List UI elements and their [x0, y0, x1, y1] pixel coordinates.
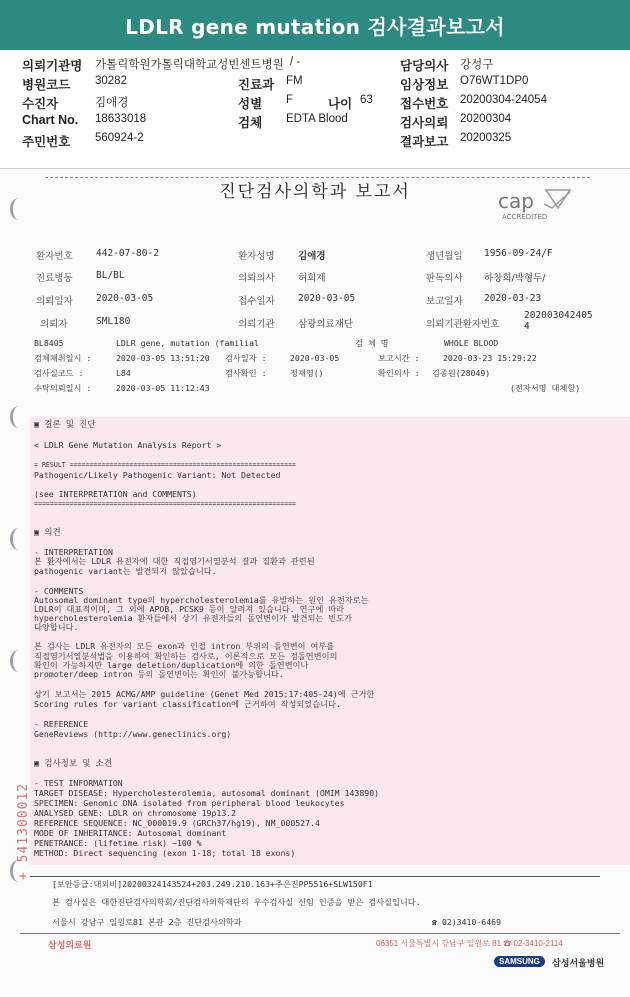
- ward: BL/BL: [96, 270, 125, 281]
- comment-line: 본 검사는 LDLR 유전자의 모든 exon과 인접 intron 부위의 돌연변이 여부를: [34, 641, 335, 651]
- report-title: 진단검사의학과 보고서: [219, 182, 411, 202]
- header-key: 접수번호: [400, 97, 449, 111]
- reference-head: - REFERENCE: [34, 719, 89, 729]
- header-key: 임상정보: [400, 78, 449, 92]
- header-row: [0, 94, 630, 113]
- interpretation-line: 본 환자에서는 LDLR 유전자에 대한 직접염기서열분석 결과 질환과 관련된: [34, 556, 315, 566]
- punch-hole: [10, 650, 27, 672]
- header-value: F: [286, 94, 294, 106]
- comments-head: - COMMENTS: [34, 586, 84, 596]
- cap-accredited-logo: [494, 186, 574, 222]
- bottom-address: 06351 서울특별시 강남구 일원로 81 ☎ 02-3410-2114: [376, 939, 563, 948]
- header-value: 63: [360, 94, 373, 106]
- collect-time: 2020-03-05 13:51:20: [116, 353, 210, 363]
- interpretation-line: pathogenic variant는 발견되지 않았습니다.: [34, 566, 217, 576]
- comment-line: 직접염기서열분석법을 이용하여 확인하는 검사로, 이론적으로 모든 점돌연변이의: [34, 651, 338, 661]
- header-value: 김애경: [95, 97, 129, 109]
- logo-text: cap: [498, 189, 534, 213]
- header-value: 30282: [95, 75, 127, 87]
- patient-name: 김애경: [298, 251, 326, 262]
- receipt-time: 2020-03-05 11:12:43: [116, 383, 210, 393]
- info-line: ANALYSED GENE: LDLR on chromosome 19p13.2: [34, 808, 237, 818]
- patient-name-label: 환자성명: [238, 251, 275, 262]
- opinion-heading: ▣ 의견: [34, 528, 61, 538]
- print-info: [보안등급:대외비]20200324143524+203.249.210.163+주은진PP5516+SLW150F1: [52, 879, 373, 889]
- info-line: METHOD: Direct sequencing (exon 1-18; total 18 exons): [34, 848, 296, 858]
- reader-label: 판독의사: [426, 273, 463, 284]
- hospital-name: 삼성서울병원: [552, 958, 605, 968]
- test-date: 2020-03-05: [290, 353, 340, 363]
- request-date: 2020-03-05: [96, 293, 154, 304]
- header-value: 560924-2: [95, 132, 144, 144]
- header-row: [0, 75, 630, 94]
- info-line: REFERENCE SEQUENCE: NC_000019.9 (GRCh37/hg19), NM_000527.4: [34, 818, 320, 828]
- header-row: [0, 132, 630, 151]
- header-value: O76WT1DP0: [460, 75, 529, 87]
- comment-line: LDLR이 대표적이며, 그 외에 APOB, PCSK9 등이 알려져 있습니다. 연구에 따라: [34, 604, 345, 614]
- samsung-logo: SAMSUNG: [494, 956, 545, 967]
- receive-date: 2020-03-05: [298, 293, 356, 304]
- doctor: 허희제: [298, 273, 326, 284]
- header-key: Chart No.: [22, 113, 79, 127]
- info-line: MODE OF INHERITANCE: Autosomal dominant: [34, 828, 227, 838]
- comment-line: Scoring rules for variant classification에 근거하여 작성되었습니다.: [34, 699, 341, 709]
- header-value: 18633018: [95, 113, 147, 125]
- doctor-label: 의뢰의사: [238, 273, 275, 284]
- header-key: 결과보고: [400, 135, 449, 149]
- e-sign-note: (전자서명 대체함): [510, 383, 581, 393]
- header-key: 검사의뢰: [400, 116, 449, 130]
- confirm-doctor-label: 확인의사 :: [378, 368, 420, 378]
- lab-code-label: 검사실코드 :: [34, 368, 84, 378]
- header-value: 20200325: [460, 132, 512, 144]
- patient-no: 442-07-80-2: [96, 248, 159, 259]
- header-value: 가톨릭학원가톨릭대학교성빈센트병원: [95, 59, 284, 71]
- reader: 하창희/박형두/: [484, 273, 546, 284]
- confirm-label: 검사확인 :: [225, 368, 267, 378]
- report-date: 2020-03-23: [484, 293, 542, 304]
- info-line: TARGET DISEASE: Hypercholesterolemia, autosomal dominant (OMIM 143890): [34, 788, 380, 798]
- header-key: 진료과: [238, 78, 275, 92]
- dept-label: 의뢰자: [40, 319, 68, 330]
- receipt-label: 수탁의뢰일시 :: [34, 383, 92, 393]
- test-name: LDLR gene, mutation (familial: [116, 338, 259, 348]
- bottom-rule: [20, 933, 620, 934]
- lab-code: L84: [116, 368, 131, 378]
- report-date-label: 보고일자: [426, 296, 463, 307]
- header-key: 병원코드: [22, 78, 71, 92]
- comment-line: 확인이 가능하지만 large deletion/duplication에 의한 돌연변이나: [34, 660, 309, 670]
- institution-label: 의뢰기관: [238, 319, 275, 330]
- header-key: 의뢰기관명: [22, 59, 83, 73]
- ward-label: 진료병동: [36, 273, 73, 284]
- lab-phone: ☎ 02)3410-6469: [432, 917, 502, 927]
- banner-title: LDLR gene mutation 검사결과보고서: [125, 14, 505, 39]
- logo-sub: ACCREDITED: [502, 213, 548, 221]
- receive-date-label: 접수일자: [238, 296, 275, 307]
- info-heading: ▣ 검사정보 및 소견: [34, 759, 112, 769]
- comment-line: promoter/deep intron 등의 돌연변이는 확인이 불가능합니다.: [34, 669, 284, 679]
- dob-label: 생년월일: [426, 251, 463, 262]
- result-heading: ▣ 결론 및 진단: [34, 420, 96, 430]
- header-value: EDTA Blood: [286, 113, 348, 125]
- confirm-doctor: 김종원(28049): [432, 368, 491, 378]
- interpretation-head: - INTERPRETATION: [34, 547, 113, 557]
- comment-line: Autosomal dominant type의 hypercholesterolemia를 유발하는 원인 유전자로는: [34, 595, 369, 605]
- specimen-label: 검 체 명: [355, 338, 389, 348]
- header-key: 주민번호: [22, 135, 71, 149]
- dept: SML180: [96, 316, 131, 327]
- lab-address: 서울시 강남구 일원로81 본관 2층 진단검사의학과: [52, 917, 242, 927]
- header-key: 검체: [238, 116, 263, 130]
- report-time-label: 보고시간 :: [378, 353, 420, 363]
- inst-patient-no-label: 의뢰기관환자번호: [426, 319, 500, 330]
- report-name: < LDLR Gene Mutation Analysis Report >: [34, 440, 222, 450]
- summary-header: [0, 52, 630, 170]
- punch-hole: [10, 528, 27, 550]
- punch-hole: [10, 198, 27, 220]
- info-line: - TEST INFORMATION: [34, 778, 123, 788]
- footer-rule: [30, 876, 600, 877]
- header-key: 나이: [328, 97, 353, 111]
- header-divider: [0, 168, 630, 169]
- info-line: SPECIMEN: Genomic DNA isolated from peripheral blood leukocytes: [34, 798, 345, 808]
- punch-hole: [10, 406, 27, 428]
- header-row: [0, 113, 630, 132]
- test-date-label: 검사일자 :: [225, 353, 267, 363]
- result-line: Pathogenic/Likely Pathogenic Variant: Not Detected: [34, 470, 281, 480]
- lab-brand: 삼성의료원: [48, 940, 92, 950]
- specimen: WHOLE BLOOD: [444, 338, 499, 348]
- header-value: FM: [286, 75, 303, 87]
- report-banner: [0, 0, 630, 50]
- comment-line: 상기 보고서는 2015 ACMG/AMP guideline (Genet Med 2015;17:405-24)에 근거한: [34, 689, 375, 699]
- collect-label: 검체채취일시 :: [34, 353, 92, 363]
- header-key: 수진자: [22, 97, 59, 111]
- reference-line: GeneReviews (http://www.geneclinics.org): [34, 729, 232, 739]
- comment-line: hypercholesterolemia 환자들에서 상기 유전자들의 돌연변이가 발견되는 빈도가: [34, 613, 352, 623]
- institution: 삼광의료재단: [298, 319, 354, 330]
- header-value: 강성구: [460, 59, 494, 71]
- side-stamp: + 541300012: [16, 782, 31, 880]
- test-code: BL8405: [34, 338, 64, 348]
- header-value: 20200304-24054: [460, 94, 547, 106]
- comment-line: 다양합니다.: [34, 622, 79, 632]
- header-value: / -: [290, 56, 301, 68]
- header-row: [0, 56, 630, 75]
- info-line: PENETRANCE: (lifetime risk) ~100 %: [34, 838, 202, 848]
- result-rule: ==================================================================: [34, 500, 297, 508]
- dob: 1956-09-24/F: [484, 248, 553, 259]
- result-head: = RESULT =========================================================: [34, 461, 297, 469]
- inst-patient-no: 202003042405 4: [524, 310, 593, 332]
- cert-note: 본 검사실은 대한진단검사의학회/진단검사의학재단의 우수검사실 신임 인증을 받은 검사실입니다.: [52, 897, 421, 907]
- result-line: (see INTERPRETATION and COMMENTS): [34, 489, 197, 499]
- report-time: 2020-03-23 15:29:22: [443, 353, 537, 363]
- header-value: 20200304: [460, 113, 512, 125]
- confirm: 정재영(): [290, 368, 324, 378]
- patient-no-label: 환자번호: [36, 251, 73, 262]
- request-date-label: 의뢰일자: [36, 296, 73, 307]
- header-key: 담당의사: [400, 59, 449, 73]
- header-key: 성별: [238, 97, 263, 111]
